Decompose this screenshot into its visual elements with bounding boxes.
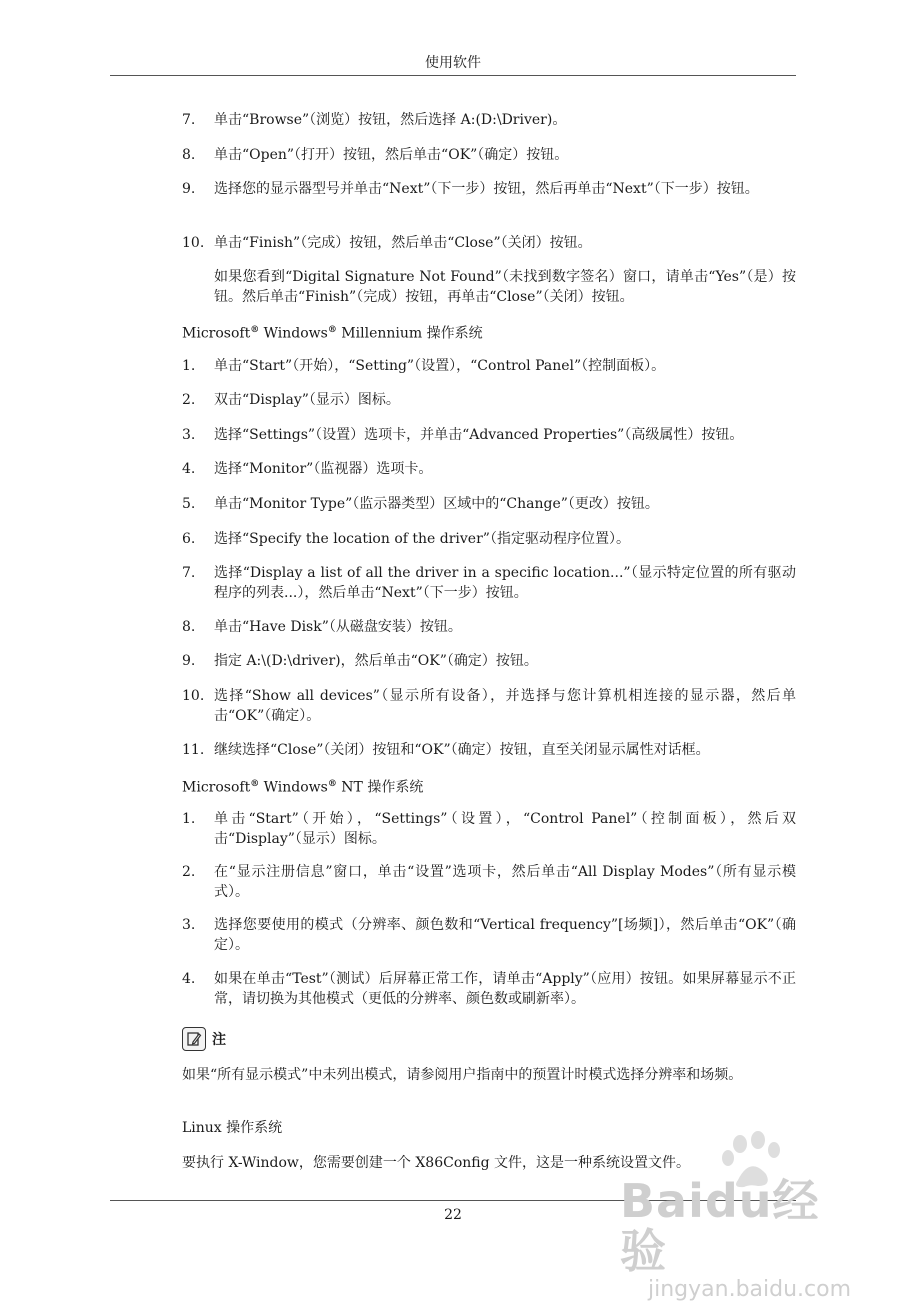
list-item xyxy=(182,459,796,479)
item-number: 3. xyxy=(182,427,196,443)
item-text: 选择“Display a list of all the driver in a specific location...”（显示特定位置的所有驱动程序的列表...），然后单击“Next”（下一步）按钮。 xyxy=(214,565,796,601)
item-number: 9. xyxy=(182,653,196,669)
item-text: 单击“Have Disk”（从磁盘安装）按钮。 xyxy=(214,619,462,635)
list-item xyxy=(182,563,796,603)
item-number: 8. xyxy=(182,147,196,163)
section-heading-millennium: Microsoft® Windows® Millennium 操作系统 xyxy=(182,325,483,342)
list-item xyxy=(182,390,796,410)
header-rule xyxy=(110,75,796,76)
item-number: 4. xyxy=(182,971,196,987)
item-number: 7. xyxy=(182,112,196,128)
section-heading-linux: Linux 操作系统 xyxy=(182,1120,283,1136)
item-number: 11. xyxy=(182,742,205,758)
list-item xyxy=(182,179,796,199)
item-number: 4. xyxy=(182,461,196,477)
item-text: 单击“Browse”（浏览）按钮，然后选择 A:(D:\Driver)。 xyxy=(214,112,567,128)
linux-text: 要执行 X-Window，您需要创建一个 X86Config 文件，这是一种系统设置文件。 xyxy=(182,1155,691,1171)
item-number: 1. xyxy=(182,811,196,827)
item-text: 单击“Monitor Type”（监示器类型）区域中的“Change”（更改）按钮。 xyxy=(214,496,659,512)
item-number: 1. xyxy=(182,358,196,374)
item-text: 选择“Specify the location of the driver”（指定驱动程序位置）。 xyxy=(214,531,630,547)
section-heading-nt: Microsoft® Windows® NT 操作系统 xyxy=(182,779,424,796)
list-item xyxy=(182,740,796,760)
item-text: 选择“Show all devices”（显示所有设备），并选择与您计算机相连接的显示器，然后单击“OK”（确定）。 xyxy=(214,688,796,724)
item-number: 7. xyxy=(182,565,196,581)
note-text: 如果“所有显示模式”中未列出模式，请参阅用户指南中的预置计时模式选择分辨率和场频。 xyxy=(182,1067,743,1083)
list-item xyxy=(182,233,796,253)
item-number: 2. xyxy=(182,864,196,880)
signature-note: 如果您看到“Digital Signature Not Found”（未找到数字签名）窗口，请单击“Yes”（是）按钮。然后单击“Finish”（完成）按钮，再单击“Close”（关闭）按钮。 xyxy=(214,269,796,305)
item-text: 单击“Finish”（完成）按钮，然后单击“Close”（关闭）按钮。 xyxy=(214,235,592,251)
item-text: 选择“Settings”（设置）选项卡，并单击“Advanced Properties”（高级属性）按钮。 xyxy=(214,427,744,443)
item-text: 选择“Monitor”（监视器）选项卡。 xyxy=(214,461,433,477)
item-number: 5. xyxy=(182,496,196,512)
item-text: 单击“Start”（开始），“Settings”（设置），“Control Panel”（控制面板），然后双击“Display”（显示）图标。 xyxy=(214,811,796,847)
item-text: 选择您要使用的模式（分辨率、颜色数和“Vertical frequency”[场频]），然后单击“OK”（确定）。 xyxy=(214,917,796,953)
watermark-url: jingyan.baidu.com xyxy=(648,1277,852,1302)
item-number: 2. xyxy=(182,392,196,408)
page-number: 22 xyxy=(444,1207,462,1223)
item-text: 双击“Display”（显示）图标。 xyxy=(214,392,400,408)
item-text: 单击“Start”（开始），“Setting”（设置），“Control Panel”（控制面板）。 xyxy=(214,358,666,374)
list-item xyxy=(182,145,796,165)
item-text: 继续选择“Close”（关闭）按钮和“OK”（确定）按钮，直至关闭显示属性对话框。 xyxy=(214,742,710,758)
watermark-brand: Baidu经验 xyxy=(620,1174,820,1278)
list-item xyxy=(182,809,796,849)
item-text: 指定 A:\(D:\driver)，然后单击“OK”（确定）按钮。 xyxy=(214,653,538,669)
list-item xyxy=(182,356,796,376)
note-label: 注 xyxy=(212,1032,226,1048)
list-item xyxy=(182,915,796,955)
item-number: 10. xyxy=(182,235,205,251)
note-block xyxy=(182,1027,226,1051)
item-number: 10. xyxy=(182,688,205,704)
list-item xyxy=(182,529,796,549)
item-text: 如果在单击“Test”（测试）后屏幕正常工作，请单击“Apply”（应用）按钮。如果屏幕显示不正常，请切换为其他模式（更低的分辨率、颜色数或刷新率）。 xyxy=(214,971,796,1007)
list-item xyxy=(182,862,796,902)
item-number: 3. xyxy=(182,917,196,933)
list-item xyxy=(182,494,796,514)
item-text: 选择您的显示器型号并单击“Next”（下一步）按钮，然后再单击“Next”（下一步）按钮。 xyxy=(214,181,759,197)
list-item xyxy=(182,969,796,1009)
item-number: 8. xyxy=(182,619,196,635)
list-item xyxy=(182,617,796,637)
item-number: 9. xyxy=(182,181,196,197)
item-number: 6. xyxy=(182,531,196,547)
baidu-watermark xyxy=(620,1140,860,1302)
list-item xyxy=(182,651,796,671)
list-item xyxy=(182,425,796,445)
note-pencil-icon xyxy=(182,1027,206,1051)
page-header-title: 使用软件 xyxy=(425,55,481,71)
list-item xyxy=(182,110,796,130)
item-text: 在“显示注册信息”窗口，单击“设置”选项卡，然后单击“All Display Modes”（所有显示模式）。 xyxy=(214,864,796,900)
list-item xyxy=(182,686,796,726)
item-text: 单击“Open”（打开）按钮，然后单击“OK”（确定）按钮。 xyxy=(214,147,569,163)
